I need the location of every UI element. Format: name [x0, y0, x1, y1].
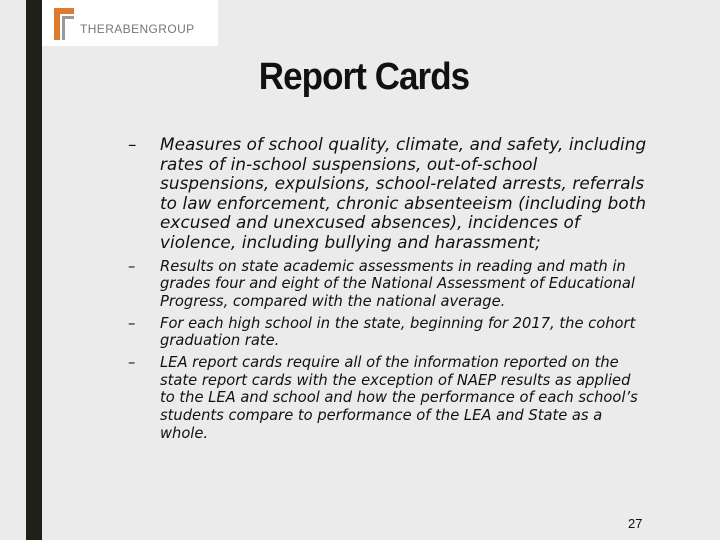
bullet-dash: –	[128, 314, 136, 332]
page-number: 27	[628, 516, 643, 531]
bullet-text: Results on state academic assessments in reading and math in grades four and eight of the National Assessment of Educational Progress, compared with the national average.	[160, 257, 635, 310]
bullet-item	[128, 135, 648, 253]
bullet-list	[128, 135, 648, 447]
bullet-dash: –	[128, 134, 137, 154]
slide-title: Report Cards	[258, 56, 470, 98]
bullet-item	[128, 315, 648, 350]
bullet-text: For each high school in the state, beginning for 2017, the cohort graduation rate.	[160, 314, 636, 350]
logo-mark-icon	[54, 8, 74, 40]
bullet-item	[128, 258, 648, 311]
bullet-item	[128, 354, 648, 443]
bullet-dash: –	[128, 257, 136, 275]
logo-text: THERABENGROUP	[80, 22, 195, 36]
bullet-text: LEA report cards require all of the information reported on the state report cards with the exception of NAEP results as applied to the LEA and school and how the performance of each school’s students compare to performance of the LEA and State as a whole.	[160, 354, 638, 442]
company-logo	[42, 0, 218, 46]
bullet-text: Measures of school quality, climate, and safety, including rates of in-school suspensions, out-of-school suspensions, expulsions, school-related arrests, referrals to law enforcement, chronic absenteeism (including both excused and unexcused absences), incidences of violence, including bullying and harassment;	[160, 134, 647, 252]
bullet-dash: –	[128, 354, 136, 372]
